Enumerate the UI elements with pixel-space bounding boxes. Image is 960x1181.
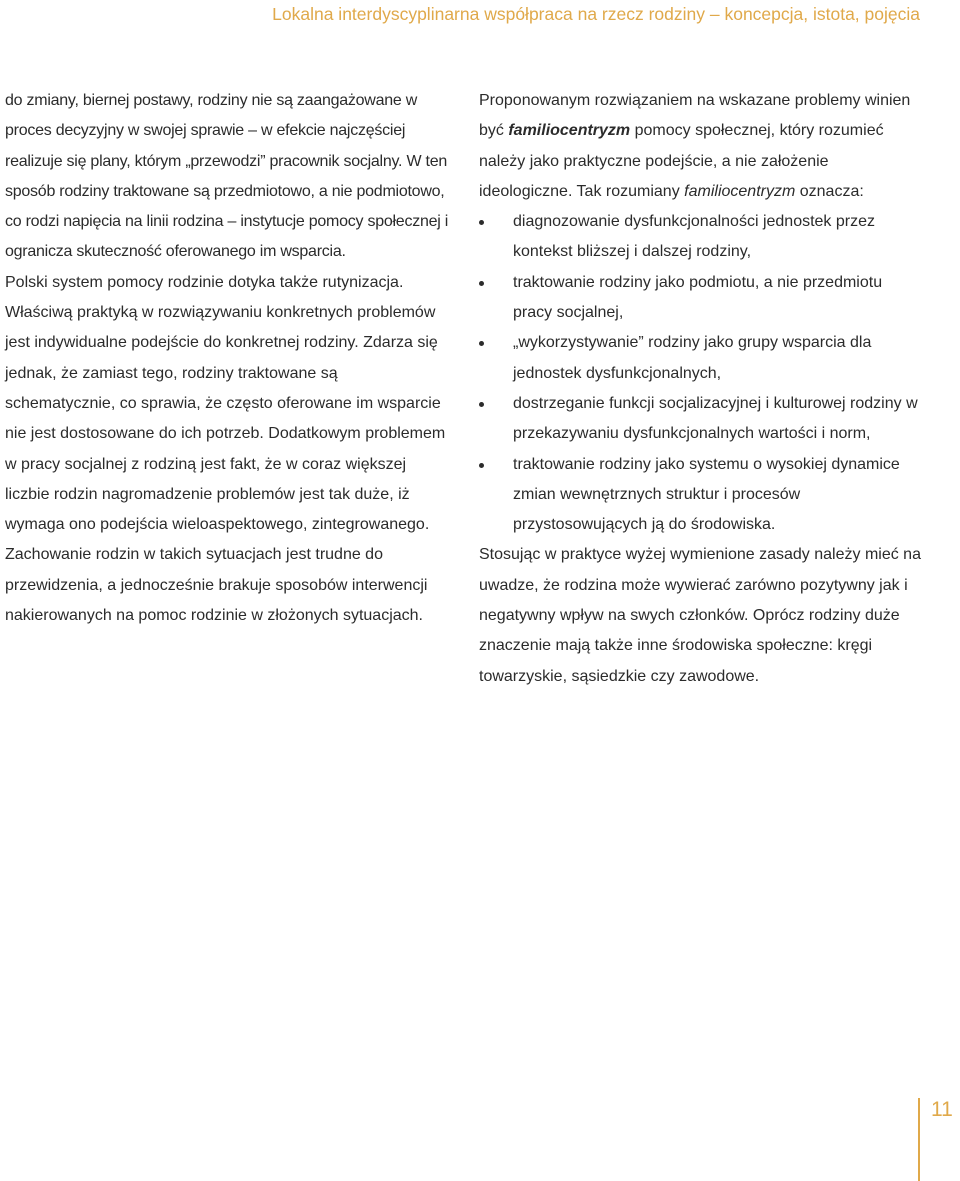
list-item-text: „wykorzystywanie” rodziny jako grupy wsparcia dla jednostek dysfunkcjonalnych, — [513, 334, 872, 382]
intro-text: oznacza: — [795, 182, 864, 200]
paragraph: Polski system pomocy rodzinie dotyka także rutynizacja. Właściwą praktyką w rozwiązywaniu konkretnych problemów jest indywidualne podejście do konkretnej rodziny. Zdarza się jednak, że zamiast tego, rodziny traktowane są schematycznie, co sprawia, że często oferowane im wsparcie nie jest dostosowane do ich potrzeb. Dodatkowym problemem w pracy socjalnej z rodziną jest fakt, że w coraz większej liczbie rodzin nagromadzenie problemów jest tak duże, iż wymaga ono podejścia wieloaspektowego, zintegrowanego. Zachowanie rodzin w takich sytuacjach jest trudne do przewidzenia, a jednocześnie brakuje sposobów interwencji nakierowanych na pomoc rodzinie w złożonych sytuacjach. — [5, 273, 446, 625]
term-familiocentryzm: familiocentryzm — [508, 122, 631, 140]
closing-paragraph: Stosując w praktyce wyżej wymienione zasady należy mieć na uwadze, że rodzina może wywierać zarówno pozytywny jak i negatywny wpływ na swych członków. Oprócz rodziny duże znaczenie mają także inne środowiska społeczne: kręgi towarzyskie, sąsiedzkie czy zawodowe. — [479, 546, 921, 685]
page-number-divider — [918, 1098, 920, 1181]
page-number: 11 — [931, 1098, 953, 1121]
list-item — [479, 207, 922, 268]
bullet-icon — [479, 328, 489, 346]
paragraph: do zmiany, biernej postawy, rodziny nie są zaangażowane w proces decyzyjny w swojej sprawie – w efekcie najczęściej realizuje się plany, którym „przewodzi” pracownik socjalny. W ten sposób rodziny traktowane są przedmiotowo, a nie podmiotowo, co rodzi napięcia na linii rodzina – instytucje pomocy społecznej i ogranicza skuteczność oferowanego im wsparcia. — [5, 92, 449, 261]
bullet-icon — [479, 207, 489, 225]
list-item-text: diagnozowanie dysfunkcjonalności jednostek przez kontekst bliższej i dalszej rodziny, — [513, 213, 875, 261]
intro-text: pomocy społecznej, który rozumieć należy jako praktyczne podejście, a nie założenie ideologiczne. Tak rozumiany — [479, 122, 884, 200]
bullet-icon — [479, 450, 489, 468]
intro-paragraph — [479, 86, 922, 207]
list-item-text: dostrzeganie funkcji socjalizacyjnej i kulturowej rodziny w przekazywaniu dysfunkcjonalnych wartości i norm, — [513, 394, 918, 443]
bullet-icon — [479, 389, 489, 407]
term-familiocentryzm-italic: familiocentryzm — [684, 182, 796, 200]
left-column — [5, 86, 450, 631]
bullet-icon — [479, 268, 489, 286]
bullet-list — [479, 207, 922, 540]
list-item — [479, 328, 922, 389]
intro-text: Proponowanym rozwiązaniem na wskazane problemy winien być — [479, 92, 911, 140]
list-item — [479, 389, 922, 450]
list-item-text: traktowanie rodziny jako podmiotu, a nie przedmiotu pracy socjalnej, — [513, 273, 883, 322]
list-item — [479, 450, 922, 541]
right-column — [479, 86, 922, 692]
running-header: Lokalna interdyscyplinarna współpraca na rzecz rodziny – koncepcja, istota, pojęcia — [272, 4, 920, 24]
list-item-text: traktowanie rodziny jako systemu o wysokiej dynamice zmian wewnętrznych struktur i procesów przystosowujących ją do środowiska. — [513, 455, 900, 534]
list-item — [479, 268, 922, 329]
